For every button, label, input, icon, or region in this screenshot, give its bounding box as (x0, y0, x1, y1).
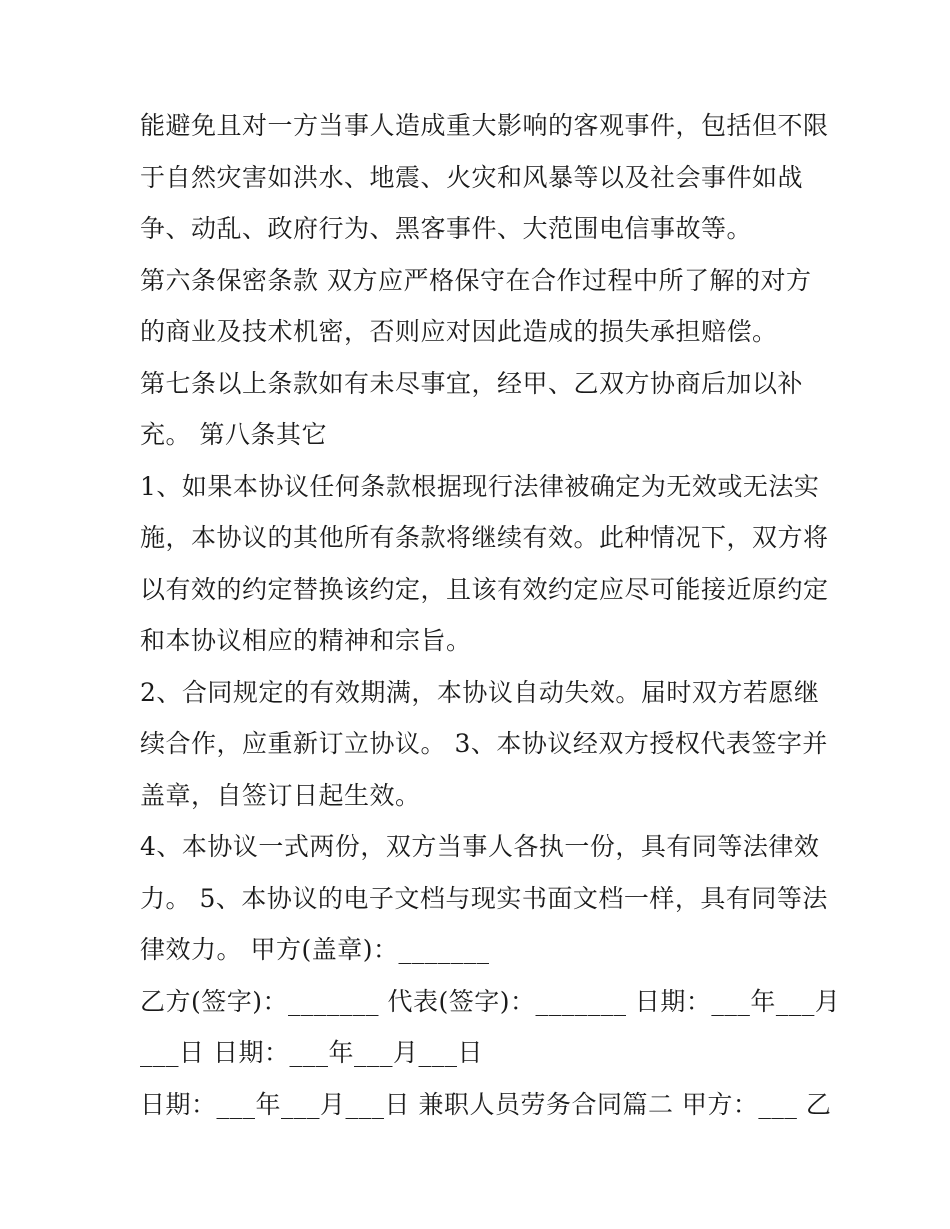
text-line: 充。 第八条其它 (140, 420, 327, 449)
text-line: 续合作，应重新订立协议。 3、本协议经双方授权代表签字并 (140, 729, 828, 758)
text-line: 和本协议相应的精神和宗旨。 (140, 626, 472, 655)
text-line: 乙方(签字)：_______ 代表(签字)：_______ 日期：___年___月 (140, 986, 841, 1016)
text-line: 的商业及技术机密，否则应对因此造成的损失承担赔偿。 (140, 317, 778, 346)
text-line: 4、本协议一式两份，双方当事人各执一份，具有同等法律效 (140, 832, 820, 861)
text-line: 1、如果本协议任何条款根据现行法律被确定为无效或无法实 (140, 471, 820, 501)
text-line: 力。 5、本协议的电子文档与现实书面文档一样，具有同等法 (140, 883, 828, 913)
text-line: 于自然灾害如洪水、地震、火灾和风暴等以及社会事件如战 (140, 162, 804, 192)
text-line: 盖章，自签订日起生效。 (140, 780, 421, 810)
text-line: 以有效的约定替换该约定，且该有效约定应尽可能接近原约定 (140, 574, 829, 604)
text-line: 日期：___年___月___日 兼职人员劳务合同篇二 甲方：___ 乙 (140, 1089, 832, 1119)
text-line: 第六条保密条款 双方应严格保守在合作过程中所了解的对方 (140, 265, 812, 295)
text-line: ___日 日期：___年___月___日 (140, 1038, 483, 1067)
text-line: 2、合同规定的有效期满，本协议自动失效。届时双方若愿继 (140, 677, 820, 707)
text-line: 争、动乱、政府行为、黑客事件、大范围电信事故等。 (140, 214, 753, 243)
contract-body-text (140, 100, 841, 1130)
text-line: 第七条以上条款如有未尽事宜，经甲、乙双方协商后加以补 (140, 368, 804, 398)
text-line: 能避免且对一方当事人造成重大影响的客观事件，包括但不限 (140, 111, 829, 140)
text-line: 律效力。 甲方(盖章)：_______ (140, 935, 490, 964)
text-line: 施，本协议的其他所有条款将继续有效。此种情况下，双方将 (140, 523, 829, 552)
